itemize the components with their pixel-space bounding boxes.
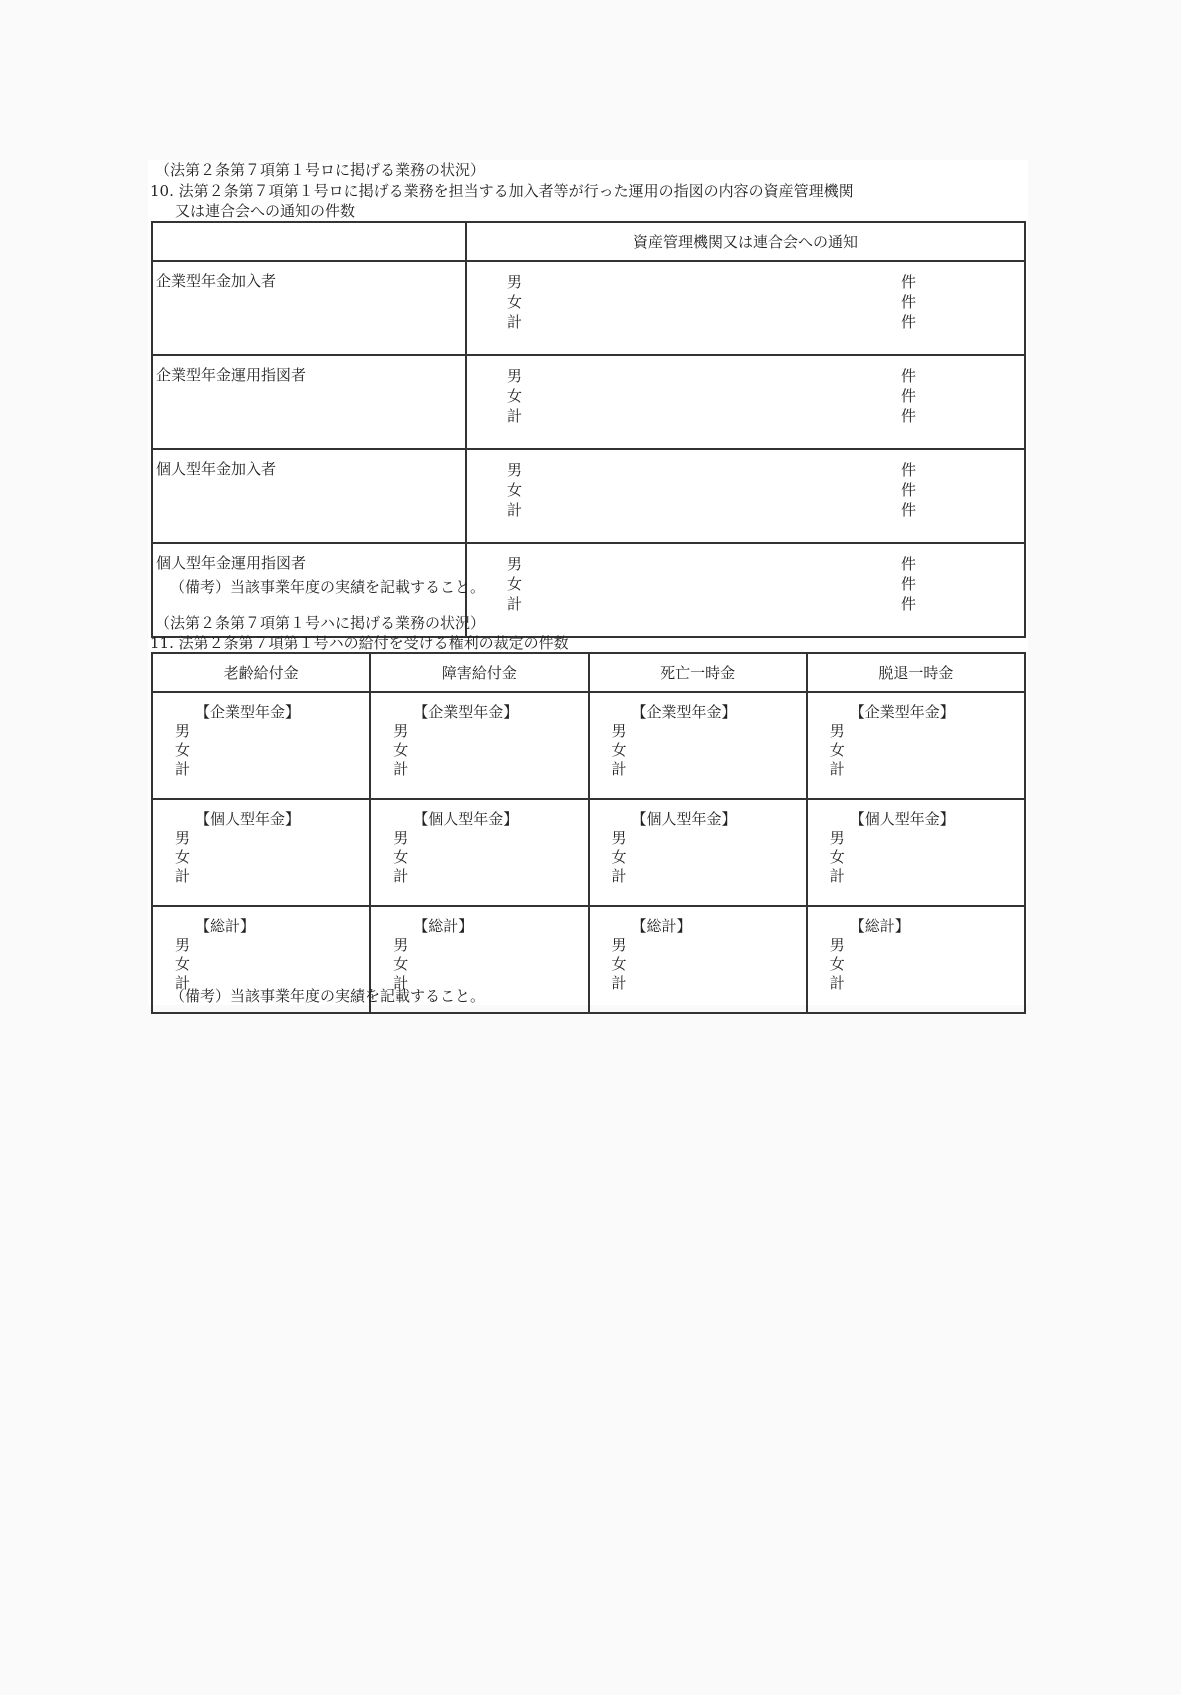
male-label: 男 xyxy=(829,936,845,954)
group-label: 【総計】 xyxy=(195,917,256,935)
total-label: 計 xyxy=(611,760,627,778)
total-label: 計 xyxy=(175,760,191,778)
group-label: 【総計】 xyxy=(631,917,692,935)
count-cell xyxy=(466,543,1025,637)
total-label: 計 xyxy=(507,595,523,613)
male-label: 男 xyxy=(393,829,409,847)
female-label: 女 xyxy=(829,741,845,759)
group-label: 【個人型年金】 xyxy=(631,810,737,828)
total-label: 計 xyxy=(829,974,845,992)
row-label: 個人型年金運用指図者 xyxy=(152,543,466,637)
empty-header xyxy=(152,222,466,261)
count-cell xyxy=(589,799,807,906)
total-label: 計 xyxy=(393,867,409,885)
col-header: 死亡一時金 xyxy=(589,653,807,692)
group-label: 【企業型年金】 xyxy=(413,703,519,721)
group-label: 【企業型年金】 xyxy=(849,703,955,721)
unit-label: 件 xyxy=(901,575,917,593)
male-label: 男 xyxy=(507,555,523,573)
section-10-title-cont: 又は連合会への通知の件数 xyxy=(175,202,356,220)
female-label: 女 xyxy=(507,293,523,311)
female-label: 女 xyxy=(829,848,845,866)
count-cell xyxy=(152,692,370,799)
unit-label: 件 xyxy=(901,387,917,405)
total-label: 計 xyxy=(393,760,409,778)
group-label: 【企業型年金】 xyxy=(631,703,737,721)
unit-label: 件 xyxy=(901,293,917,311)
unit-label: 件 xyxy=(901,313,917,331)
female-label: 女 xyxy=(175,741,191,759)
unit-label: 件 xyxy=(901,501,917,519)
row-label: 個人型年金加入者 xyxy=(152,449,466,543)
male-label: 男 xyxy=(611,829,627,847)
male-label: 男 xyxy=(829,722,845,740)
count-cell xyxy=(807,799,1025,906)
male-label: 男 xyxy=(611,936,627,954)
total-label: 計 xyxy=(611,974,627,992)
count-cell xyxy=(589,692,807,799)
unit-label: 件 xyxy=(901,407,917,425)
col-header: 障害給付金 xyxy=(370,653,588,692)
female-label: 女 xyxy=(175,955,191,973)
total-label: 計 xyxy=(175,974,191,992)
count-cell xyxy=(370,692,588,799)
count-cell xyxy=(466,355,1025,449)
female-label: 女 xyxy=(507,481,523,499)
count-cell xyxy=(807,692,1025,799)
count-cell xyxy=(370,799,588,906)
table-row xyxy=(152,799,1025,906)
section-10-title: 10. 法第２条第７項第１号ロに掲げる業務を担当する加入者等が行った運用の指図の内容の資産管理機関 xyxy=(150,182,854,200)
male-label: 男 xyxy=(175,829,191,847)
female-label: 女 xyxy=(507,575,523,593)
male-label: 男 xyxy=(175,722,191,740)
total-label: 計 xyxy=(175,867,191,885)
group-label: 【個人型年金】 xyxy=(195,810,301,828)
female-label: 女 xyxy=(393,955,409,973)
total-label: 計 xyxy=(393,974,409,992)
female-label: 女 xyxy=(393,741,409,759)
total-label: 計 xyxy=(507,501,523,519)
count-cell xyxy=(807,906,1025,1013)
female-label: 女 xyxy=(611,955,627,973)
section-11-title: 11. 法第２条第７項第１号ハの給付を受ける権利の裁定の件数 xyxy=(150,634,569,652)
group-label: 【個人型年金】 xyxy=(849,810,955,828)
count-cell xyxy=(589,906,807,1013)
table-row xyxy=(152,449,1025,543)
row-label: 企業型年金加入者 xyxy=(152,261,466,355)
female-label: 女 xyxy=(611,741,627,759)
col-header: 老齢給付金 xyxy=(152,653,370,692)
unit-label: 件 xyxy=(901,481,917,499)
count-cell xyxy=(466,261,1025,355)
male-label: 男 xyxy=(393,936,409,954)
total-label: 計 xyxy=(611,867,627,885)
unit-label: 件 xyxy=(901,461,917,479)
table-row xyxy=(152,355,1025,449)
male-label: 男 xyxy=(507,273,523,291)
section-10-context: （法第２条第７項第１号ロに掲げる業務の状況） xyxy=(155,161,486,179)
female-label: 女 xyxy=(507,387,523,405)
female-label: 女 xyxy=(393,848,409,866)
count-cell xyxy=(152,799,370,906)
unit-label: 件 xyxy=(901,595,917,613)
total-label: 計 xyxy=(829,760,845,778)
unit-label: 件 xyxy=(901,367,917,385)
count-cell xyxy=(466,449,1025,543)
benefit-ruling-table xyxy=(151,652,1026,1014)
male-label: 男 xyxy=(393,722,409,740)
col-header: 資産管理機関又は連合会への通知 xyxy=(466,222,1025,261)
table-row xyxy=(152,261,1025,355)
female-label: 女 xyxy=(611,848,627,866)
section-11-note: （備考）当該事業年度の実績を記載すること。 xyxy=(170,987,486,1005)
table-row xyxy=(152,692,1025,799)
group-label: 【企業型年金】 xyxy=(195,703,301,721)
male-label: 男 xyxy=(175,936,191,954)
notification-table xyxy=(151,221,1026,638)
section-11-context: （法第２条第７項第１号ハに掲げる業務の状況） xyxy=(155,614,486,632)
section-10-note: （備考）当該事業年度の実績を記載すること。 xyxy=(170,578,486,596)
male-label: 男 xyxy=(829,829,845,847)
col-header: 脱退一時金 xyxy=(807,653,1025,692)
female-label: 女 xyxy=(829,955,845,973)
male-label: 男 xyxy=(507,461,523,479)
group-label: 【個人型年金】 xyxy=(413,810,519,828)
group-label: 【総計】 xyxy=(849,917,910,935)
row-label: 企業型年金運用指図者 xyxy=(152,355,466,449)
unit-label: 件 xyxy=(901,273,917,291)
total-label: 計 xyxy=(507,407,523,425)
total-label: 計 xyxy=(829,867,845,885)
group-label: 【総計】 xyxy=(413,917,474,935)
unit-label: 件 xyxy=(901,555,917,573)
male-label: 男 xyxy=(611,722,627,740)
female-label: 女 xyxy=(175,848,191,866)
male-label: 男 xyxy=(507,367,523,385)
total-label: 計 xyxy=(507,313,523,331)
